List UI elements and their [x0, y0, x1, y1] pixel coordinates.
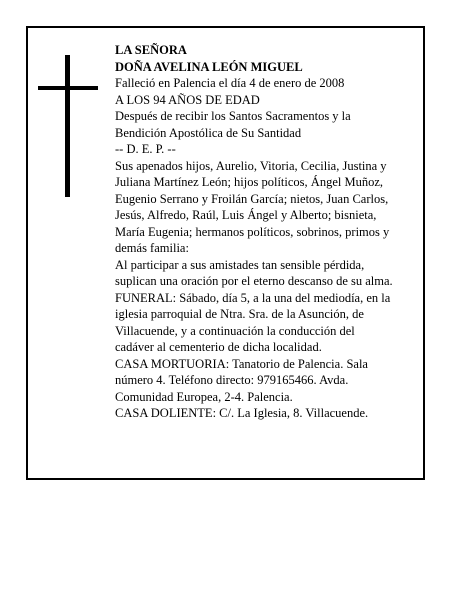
deceased-name: DOÑA AVELINA LEÓN MIGUEL [115, 59, 303, 74]
family-list: Sus apenados hijos, Aurelio, Vitoria, Cecilia, Justina y Juliana Martínez León; hijos políticos, Ángel Muñoz, Eugenio Serrano y Froilán García; nietos, Juan Carlos, Jesús, Alfredo, Raúl, Luis Ángel y Alberto; bisnieta, María Eugenia; hermanos políticos, sobrinos, primos y demás familia: [115, 158, 390, 255]
rip-line: -- D. E. P. -- [115, 142, 176, 156]
latin-cross-icon [38, 55, 98, 197]
cross-horizontal-bar [38, 86, 98, 90]
sacraments-note: Después de recibir los Santos Sacramentos y la Bendición Apostólica de Su Santidad [115, 109, 351, 140]
obituary-notice [26, 26, 425, 480]
notice-title: LA SEÑORA [115, 43, 187, 57]
prayer-request: Al participar a sus amistades tan sensible pérdida, suplican una oración por el eterno descanso de su alma. [115, 257, 393, 288]
mortuary-details: CASA MORTUORIA: Tanatorio de Palencia. Sala número 4. Teléfono directo: 979165466. Avda. Comunidad Europea, 2-4. Palencia. [115, 356, 368, 404]
age-at-death: A LOS 94 AÑOS DE EDAD [115, 92, 260, 107]
death-date: Falleció en Palencia el día 4 de enero de 2008 [115, 76, 345, 90]
mourning-home: CASA DOLIENTE: C/. La Iglesia, 8. Villacuende. [115, 406, 369, 420]
cross-vertical-bar [65, 55, 70, 197]
funeral-details: FUNERAL: Sábado, día 5, a la una del mediodía, en la iglesia parroquial de Ntra. Sra. de la Asunción, de Villacuende, y a continuación la conducción del cadáver al cementerio de dicha localidad. [115, 290, 391, 354]
notice-text [115, 42, 419, 422]
